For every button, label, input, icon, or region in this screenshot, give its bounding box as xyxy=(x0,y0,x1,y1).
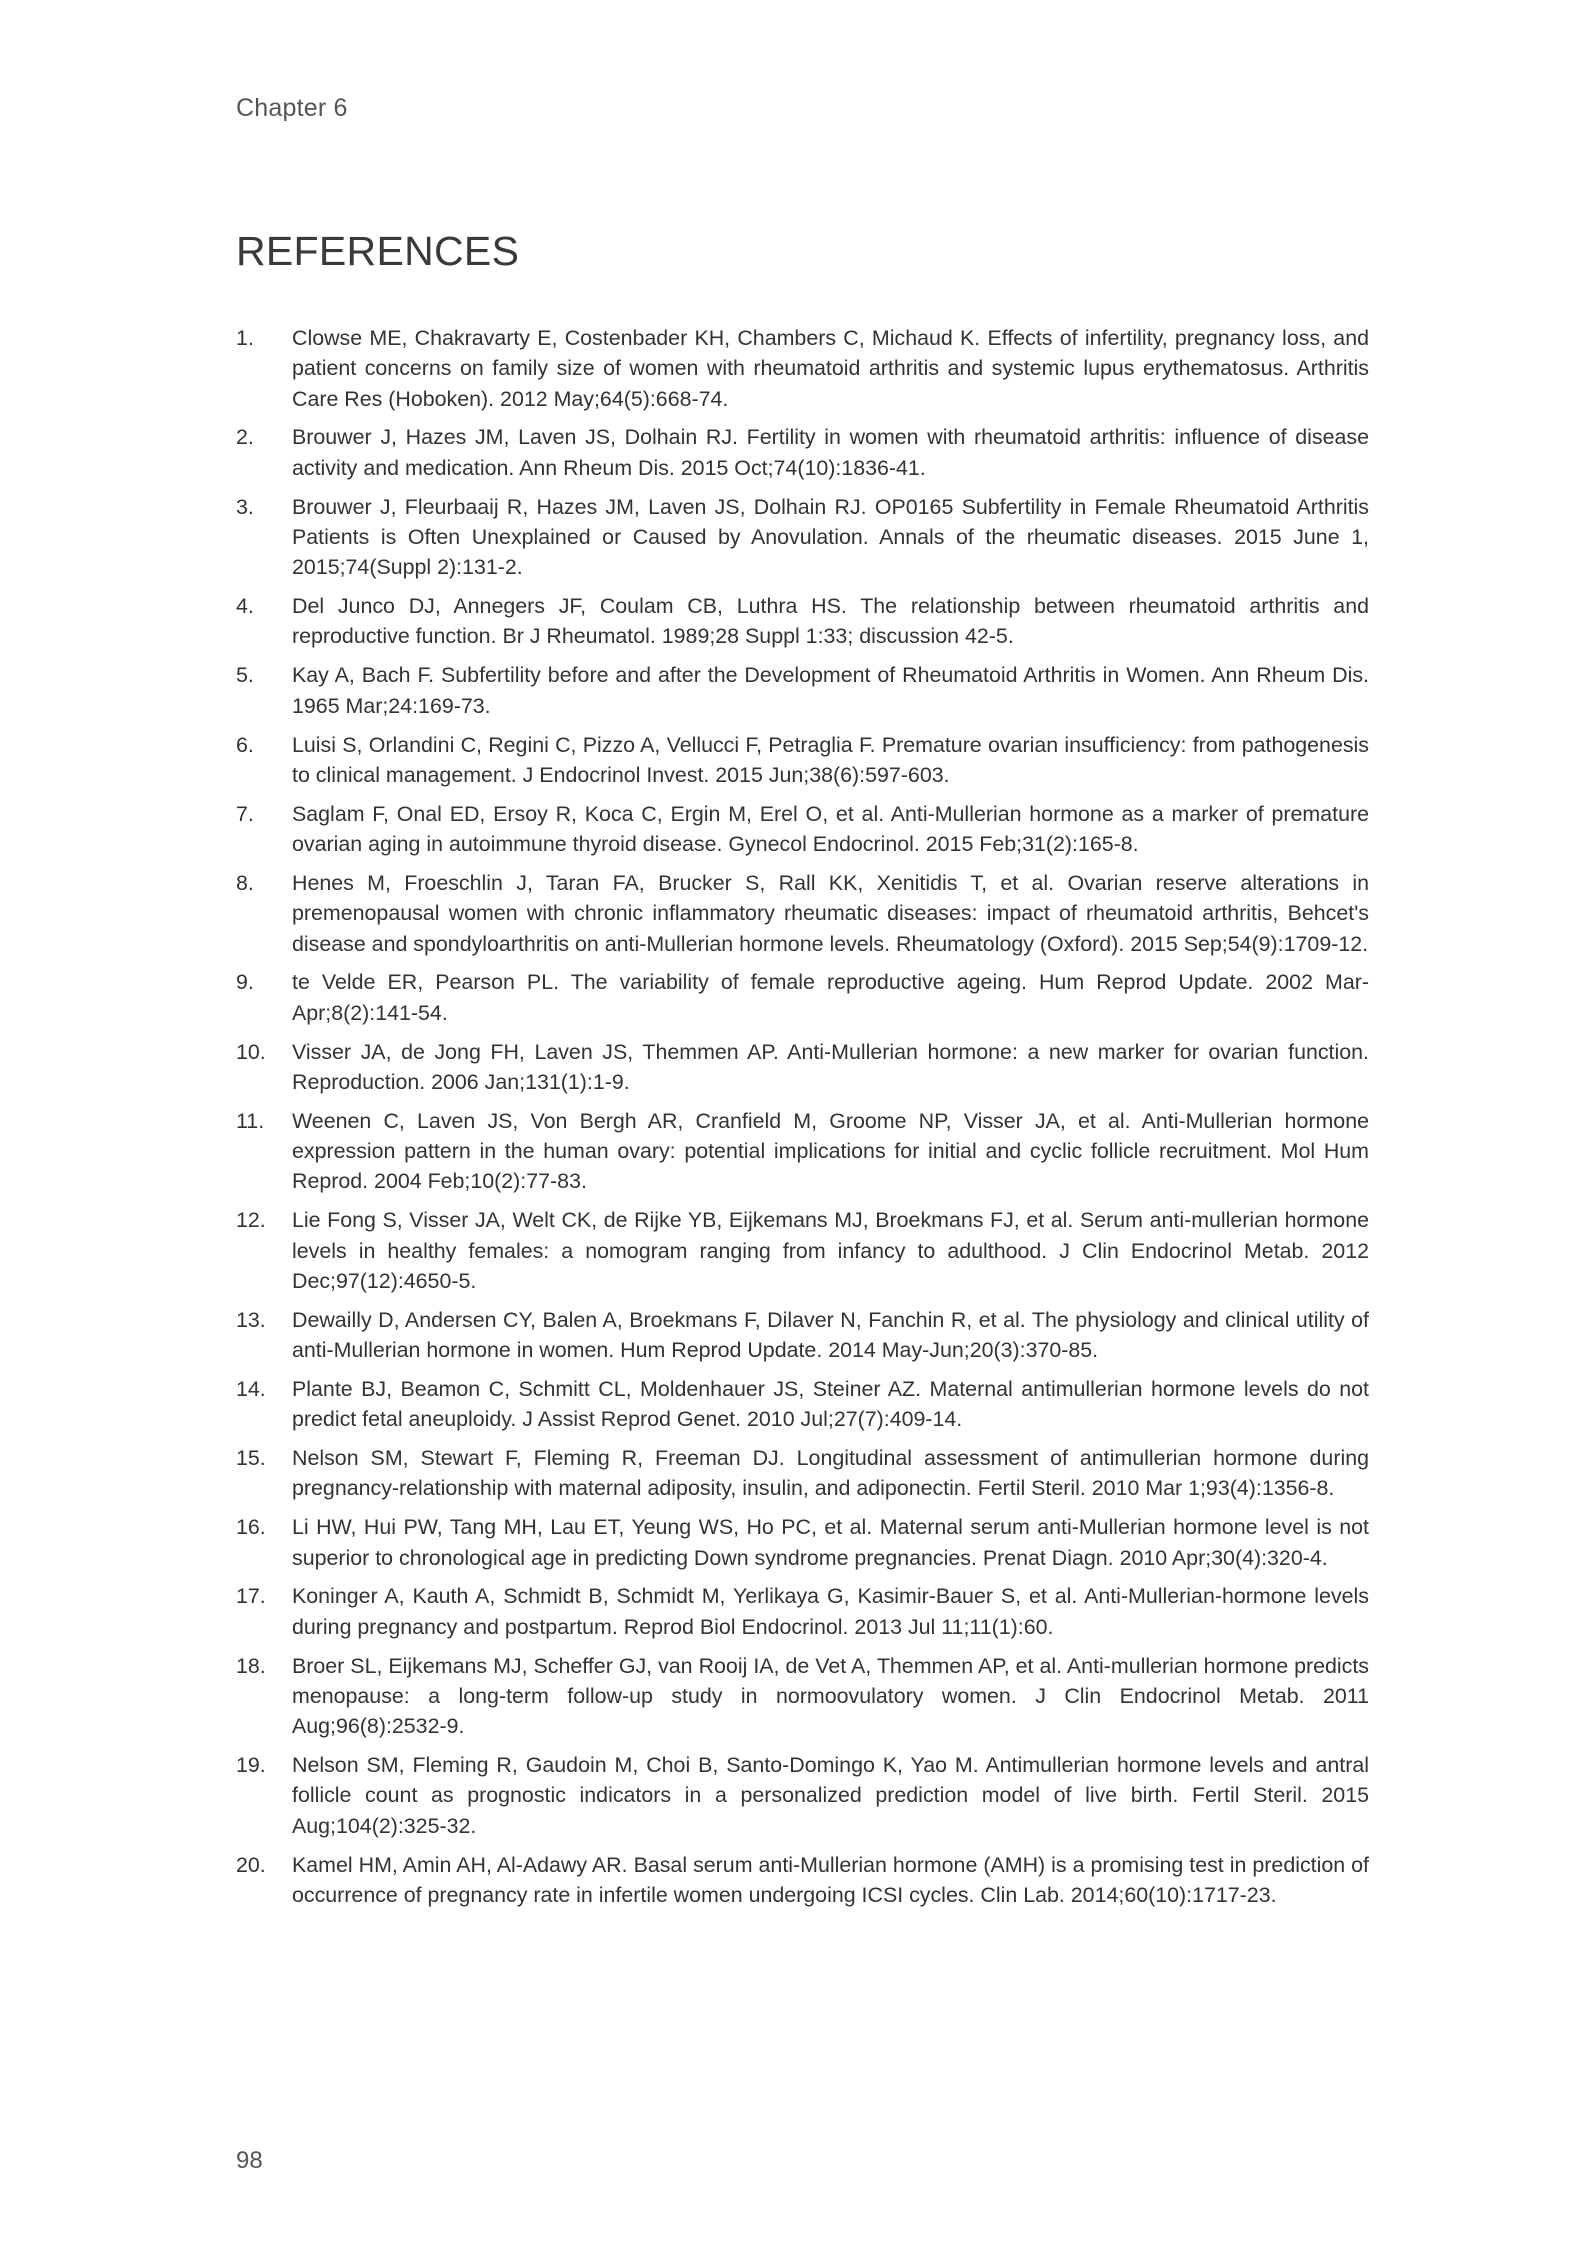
reference-item xyxy=(236,422,1369,483)
running-head: Chapter 6 xyxy=(236,94,348,122)
reference-number: 5. xyxy=(236,663,254,688)
reference-number: 4. xyxy=(236,594,254,619)
reference-text: Weenen C, Laven JS, Von Bergh AR, Cranfield M, Groome NP, Visser JA, et al. Anti-Mullerian hormone expression pattern in the human ovary: potential implications for initial and cyclic follicle recruitment. Mol Hum Reprod. 2004 Feb;10(2):77-83. xyxy=(292,1108,1369,1194)
reference-number: 20. xyxy=(236,1852,266,1877)
reference-text: Dewailly D, Andersen CY, Balen A, Broekmans F, Dilaver N, Fanchin R, et al. The physiology and clinical utility of anti-Mullerian hormone in women. Hum Reprod Update. 2014 May-Jun;20(3):370-85. xyxy=(292,1307,1369,1363)
reference-number: 18. xyxy=(236,1653,266,1678)
reference-item xyxy=(236,1037,1369,1098)
reference-number: 13. xyxy=(236,1307,266,1332)
reference-item xyxy=(236,660,1369,721)
reference-text: Henes M, Froeschlin J, Taran FA, Brucker S, Rall KK, Xenitidis T, et al. Ovarian reserve alterations in premenopausal women with chronic inflammatory rheumatic diseases: impact of rheumatoid arthritis, Behcet's disease and spondyloarthritis on anti-Mullerian hormone levels. Rheumatology (Oxford). 2015 Sep;54(9):1709-12. xyxy=(292,870,1369,956)
reference-number: 7. xyxy=(236,801,254,826)
reference-number: 19. xyxy=(236,1753,266,1778)
reference-item xyxy=(236,1305,1369,1366)
reference-number: 8. xyxy=(236,870,254,895)
reference-text: Del Junco DJ, Annegers JF, Coulam CB, Luthra HS. The relationship between rheumatoid arthritis and reproductive function. Br J Rheumatol. 1989;28 Suppl 1:33; discussion 42-5. xyxy=(292,594,1369,649)
reference-text: Lie Fong S, Visser JA, Welt CK, de Rijke YB, Eijkemans MJ, Broekmans FJ, et al. Serum anti-mullerian hormone levels in healthy females: a nomogram ranging from infancy to adulthood. J Clin Endocrinol Metab. 2012 Dec;97(12):4650-5. xyxy=(292,1208,1369,1293)
reference-text: Visser JA, de Jong FH, Laven JS, Themmen AP. Anti-Mullerian hormone: a new marker for ovarian function. Reproduction. 2006 Jan;131(1):1-9. xyxy=(292,1039,1369,1094)
reference-text: Saglam F, Onal ED, Ersoy R, Koca C, Ergin M, Erel O, et al. Anti-Mullerian hormone as a marker of premature ovarian aging in autoimmune thyroid disease. Gynecol Endocrinol. 2015 Feb;31(2):165-8. xyxy=(292,801,1369,857)
reference-item xyxy=(236,492,1369,583)
reference-text: Brouwer J, Hazes JM, Laven JS, Dolhain RJ. Fertility in women with rheumatoid arthritis: influence of disease activity and medication. Ann Rheum Dis. 2015 Oct;74(10):1836-41. xyxy=(292,425,1369,480)
reference-number: 3. xyxy=(236,494,254,519)
reference-text: Luisi S, Orlandini C, Regini C, Pizzo A, Vellucci F, Petraglia F. Premature ovarian insufficiency: from pathogenesis to clinical management. J Endocrinol Invest. 2015 Jun;38(6):597-603. xyxy=(292,732,1369,787)
reference-text: Koninger A, Kauth A, Schmidt B, Schmidt M, Yerlikaya G, Kasimir-Bauer S, et al. Anti-Mullerian-hormone levels during pregnancy and postpartum. Reprod Biol Endocrinol. 2013 Jul 11;11(1):60. xyxy=(292,1584,1369,1639)
reference-text: Plante BJ, Beamon C, Schmitt CL, Moldenhauer JS, Steiner AZ. Maternal antimullerian hormone levels do not predict fetal aneuploidy. J Assist Reprod Genet. 2010 Jul;27(7):409-14. xyxy=(292,1376,1369,1432)
reference-item xyxy=(236,1205,1369,1296)
reference-text: Brouwer J, Fleurbaaij R, Hazes JM, Laven JS, Dolhain RJ. OP0165 Subfertility in Female Rheumatoid Arthritis Patients is Often Unexplained or Caused by Anovulation. Annals of the rheumatic diseases. 2015 June 1, 2015;74(Suppl 2):131-2. xyxy=(292,494,1369,580)
reference-item xyxy=(236,1850,1369,1911)
reference-item xyxy=(236,1651,1369,1742)
reference-number: 16. xyxy=(236,1515,266,1540)
section-title: REFERENCES xyxy=(236,228,520,274)
reference-text: Kamel HM, Amin AH, Al-Adawy AR. Basal serum anti-Mullerian hormone (AMH) is a promising test in prediction of occurrence of pregnancy rate in infertile women undergoing ICSI cycles. Clin Lab. 2014;60(10):1717-23. xyxy=(292,1852,1369,1907)
reference-text: Kay A, Bach F. Subfertility before and after the Development of Rheumatoid Arthritis in Women. Ann Rheum Dis. 1965 Mar;24:169-73. xyxy=(292,663,1369,718)
reference-text: Li HW, Hui PW, Tang MH, Lau ET, Yeung WS, Ho PC, et al. Maternal serum anti-Mullerian hormone level is not superior to chronological age in predicting Down syndrome pregnancies. Prenat Diagn. 2010 Apr;30(4):320-4. xyxy=(292,1515,1369,1570)
reference-number: 10. xyxy=(236,1039,266,1064)
reference-text: Broer SL, Eijkemans MJ, Scheffer GJ, van Rooij IA, de Vet A, Themmen AP, et al. Anti-mullerian hormone predicts menopause: a long-term follow-up study in normoovulatory women. J Clin Endocrinol Metab. 2011 Aug;96(8):2532-9. xyxy=(292,1653,1369,1739)
reference-number: 15. xyxy=(236,1446,266,1471)
reference-item xyxy=(236,799,1369,860)
reference-number: 14. xyxy=(236,1376,266,1401)
reference-text: Nelson SM, Fleming R, Gaudoin M, Choi B, Santo-Domingo K, Yao M. Antimullerian hormone levels and antral follicle count as prognostic indicators in a personalized prediction model of live birth. Fertil Steril. 2015 Aug;104(2):325-32. xyxy=(292,1753,1369,1838)
reference-item xyxy=(236,868,1369,959)
reference-item xyxy=(236,591,1369,652)
reference-item xyxy=(236,1374,1369,1435)
reference-item xyxy=(236,1581,1369,1642)
reference-number: 2. xyxy=(236,425,254,450)
reference-text: te Velde ER, Pearson PL. The variability of female reproductive ageing. Hum Reprod Update. 2002 Mar-Apr;8(2):141-54. xyxy=(292,970,1369,1025)
reference-list xyxy=(236,323,1369,1919)
page-number: 98 xyxy=(236,2147,263,2174)
reference-item xyxy=(236,967,1369,1028)
reference-text: Nelson SM, Stewart F, Fleming R, Freeman DJ. Longitudinal assessment of antimullerian hormone during pregnancy-relationship with maternal adiposity, insulin, and adiponectin. Fertil Steril. 2010 Mar 1;93(4):1356-8. xyxy=(292,1446,1369,1501)
reference-number: 12. xyxy=(236,1208,266,1233)
reference-item xyxy=(236,1106,1369,1197)
reference-item xyxy=(236,1443,1369,1504)
reference-item xyxy=(236,730,1369,791)
reference-number: 9. xyxy=(236,970,254,995)
reference-item xyxy=(236,323,1369,414)
reference-number: 17. xyxy=(236,1584,266,1609)
reference-number: 11. xyxy=(236,1108,265,1133)
reference-item xyxy=(236,1750,1369,1841)
reference-item xyxy=(236,1512,1369,1573)
reference-text: Clowse ME, Chakravarty E, Costenbader KH, Chambers C, Michaud K. Effects of infertility, pregnancy loss, and patient concerns on family size of women with rheumatoid arthritis and systemic lupus erythematosus. Arthritis Care Res (Hoboken). 2012 May;64(5):668-74. xyxy=(292,326,1369,411)
reference-number: 1. xyxy=(236,326,254,350)
reference-number: 6. xyxy=(236,732,254,757)
